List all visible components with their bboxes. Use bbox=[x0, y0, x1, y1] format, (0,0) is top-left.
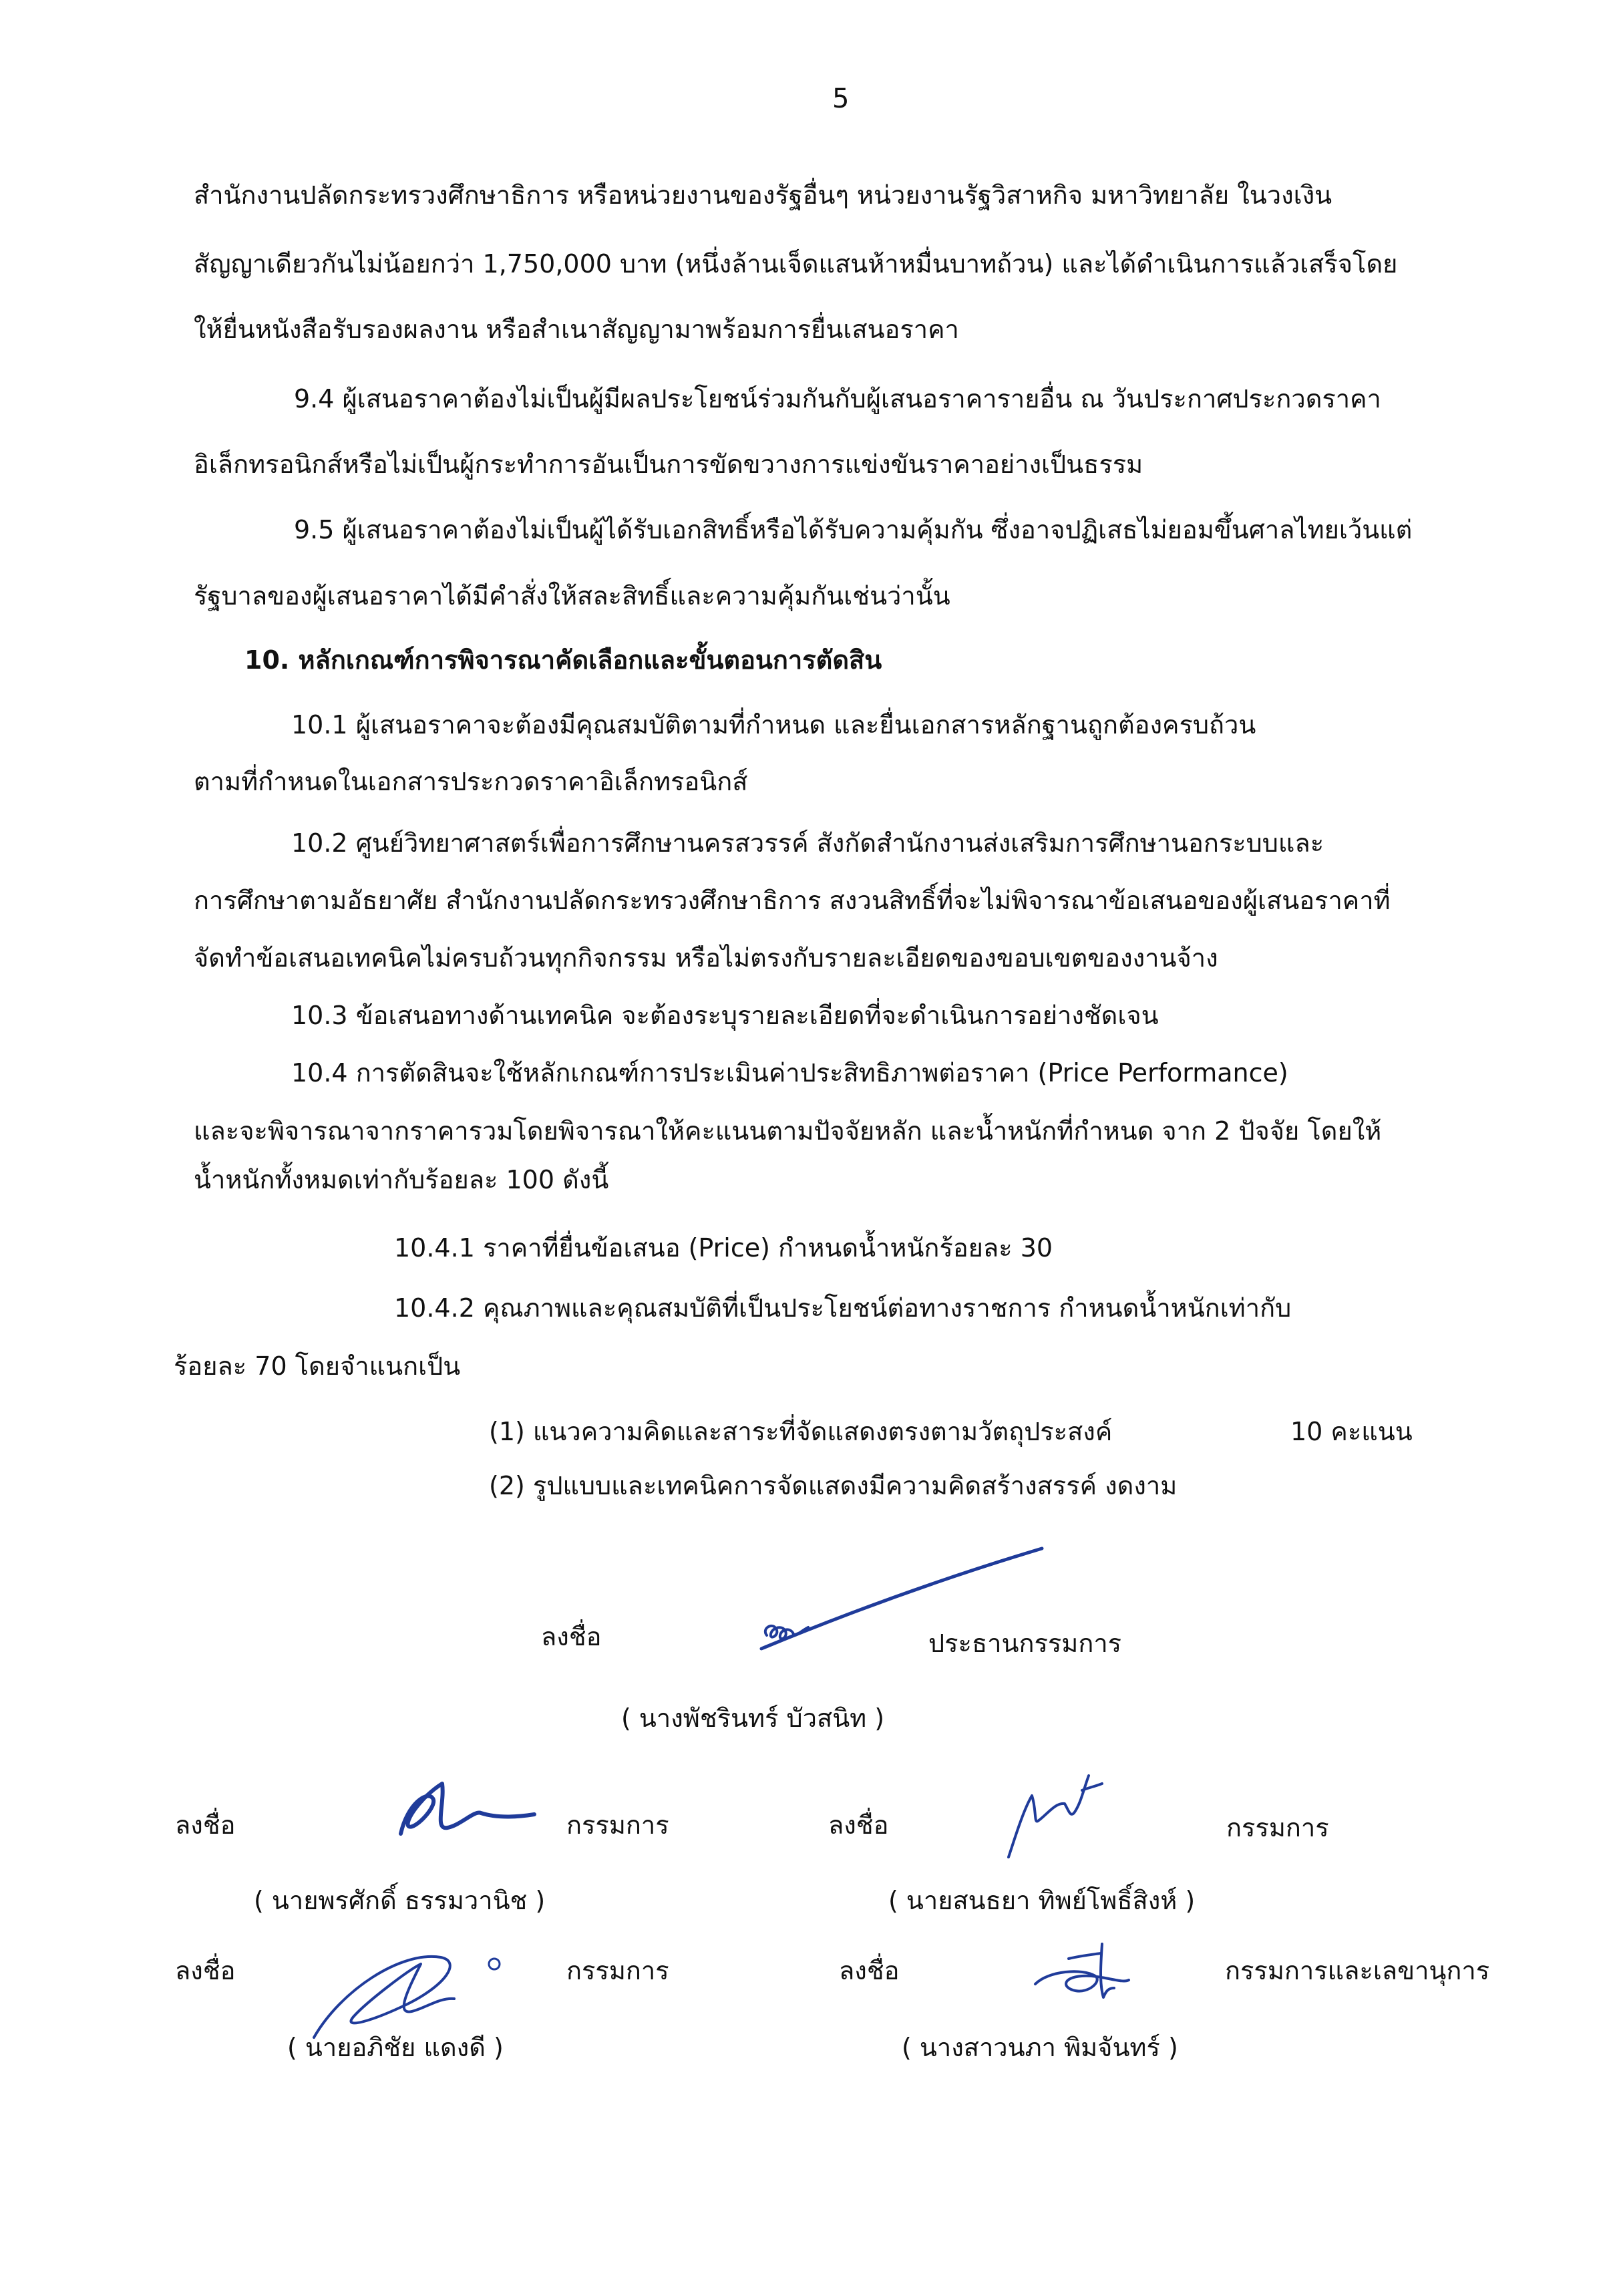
member1-role: กรรมการ bbox=[566, 1810, 669, 1840]
member1-name: ( นายพรศักดิ์ ธรรมวานิช ) bbox=[254, 1886, 546, 1915]
member3-name: ( นายอภิชัย แดงดี ) bbox=[287, 2033, 504, 2062]
member4-signature bbox=[1022, 1924, 1155, 2020]
para-line: และจะพิจารณาจากราคารวมโดยพิจารณาให้คะแนนตามปัจจัยหลัก และน้ำหนักที่กำหนด จาก 2 ปัจจัย โดยให้ bbox=[194, 1116, 1382, 1146]
para-line: รัฐบาลของผู้เสนอราคาได้มีคำสั่งให้สละสิทธิ์และความคุ้มกันเช่นว่านั้น bbox=[194, 581, 950, 611]
sign-label: ลงชื่อ bbox=[839, 1956, 900, 1985]
clause-9-4: 9.4 ผู้เสนอราคาต้องไม่เป็นผู้มีผลประโยชน์ร่วมกันกับผู้เสนอราคารายอื่น ณ วันประกาศประกวดราคา bbox=[294, 384, 1381, 414]
para-line: อิเล็กทรอนิกส์หรือไม่เป็นผู้กระทำการอันเป็นการขัดขวางการแข่งขันราคาอย่างเป็นธรรม bbox=[194, 450, 1143, 479]
sign-label: ลงชื่อ bbox=[175, 1956, 236, 1985]
member2-role: กรรมการ bbox=[1226, 1813, 1329, 1842]
clause-10-2: 10.2 ศูนย์วิทยาศาสตร์เพื่อการศึกษานครสวรรค์ สังกัดสำนักงานส่งเสริมการศึกษานอกระบบและ bbox=[291, 828, 1324, 858]
clause-9-5: 9.5 ผู้เสนอราคาต้องไม่เป็นผู้ได้รับเอกสิทธิ์หรือได้รับความคุ้มกัน ซึ่งอาจปฏิเสธไม่ยอมขึ้นศาลไทยเว้นแต่ bbox=[294, 515, 1413, 544]
para-line: สัญญาเดียวกันไม่น้อยกว่า 1,750,000 บาท (หนึ่งล้านเจ็ดแสนห้าหมื่นบาทถ้วน) และได้ดำเนินการแล้วเสร็จโดย bbox=[194, 249, 1398, 279]
member2-name: ( นายสนธยา ทิพย์โพธิ์สิงห์ ) bbox=[888, 1886, 1196, 1915]
chair-role: ประธานกรรมการ bbox=[928, 1629, 1122, 1658]
clause-10-1: 10.1 ผู้เสนอราคาจะต้องมีคุณสมบัติตามที่กำหนด และยื่นเอกสารหลักฐานถูกต้องครบถ้วน bbox=[291, 710, 1256, 740]
criteria-item-2: (2) รูปแบบและเทคนิคการจัดแสดงมีความคิดสร้างสรรค์ งดงาม bbox=[489, 1471, 1178, 1500]
sign-label: ลงชื่อ bbox=[541, 1622, 602, 1651]
para-line: ตามที่กำหนดในเอกสารประกวดราคาอิเล็กทรอนิกส์ bbox=[194, 767, 748, 796]
section-heading-10: 10. หลักเกณฑ์การพิจารณาคัดเลือกและขั้นตอนการตัดสิน bbox=[244, 645, 882, 675]
para-line: การศึกษาตามอัธยาศัย สำนักงานปลัดกระทรวงศึกษาธิการ สงวนสิทธิ์ที่จะไม่พิจารณาข้อเสนอของผู้เสนอราคาที่ bbox=[194, 886, 1391, 915]
sign-label: ลงชื่อ bbox=[828, 1810, 889, 1840]
criteria-item-1: (1) แนวความคิดและสาระที่จัดแสดงตรงตามวัตถุประสงค์ bbox=[489, 1417, 1113, 1446]
sign-label: ลงชื่อ bbox=[175, 1810, 236, 1840]
member3-role: กรรมการ bbox=[566, 1956, 669, 1985]
clause-10-4-1: 10.4.1 ราคาที่ยื่นข้อเสนอ (Price) กำหนดน้ำหนักร้อยละ 30 bbox=[394, 1233, 1053, 1263]
para-line: สำนักงานปลัดกระทรวงศึกษาธิการ หรือหน่วยงานของรัฐอื่นๆ หน่วยงานรัฐวิสาหกิจ มหาวิทยาลัย ในวงเงิน bbox=[194, 180, 1332, 210]
para-line: ร้อยละ 70 โดยจำแนกเป็น bbox=[174, 1351, 461, 1381]
para-line: ให้ยื่นหนังสือรับรองผลงาน หรือสำเนาสัญญามาพร้อมการยื่นเสนอราคา bbox=[194, 315, 959, 344]
chair-name: ( นางพัชรินทร์ บัวสนิท ) bbox=[621, 1703, 885, 1733]
member4-role: กรรมการและเลขานุการ bbox=[1225, 1956, 1490, 1985]
member4-name: ( นางสาวนภา พิมจันทร์ ) bbox=[902, 2033, 1178, 2062]
member1-signature bbox=[381, 1764, 541, 1860]
clause-10-3: 10.3 ข้อเสนอทางด้านเทคนิค จะต้องระบุรายละเอียดที่จะดำเนินการอย่างชัดเจน bbox=[291, 1001, 1159, 1030]
clause-10-4: 10.4 การตัดสินจะใช้หลักเกณฑ์การประเมินค่าประสิทธิภาพต่อราคา (Price Performance) bbox=[291, 1058, 1288, 1088]
para-line: จัดทำข้อเสนอเทคนิคไม่ครบถ้วนทุกกิจกรรม หรือไม่ตรงกับรายละเอียดของขอบเขตของงานจ้าง bbox=[194, 943, 1218, 973]
criteria-item-1-score: 10 คะแนน bbox=[1290, 1417, 1413, 1446]
clause-10-4-2: 10.4.2 คุณภาพและคุณสมบัติที่เป็นประโยชน์ต่อทางราชการ กำหนดน้ำหนักเท่ากับ bbox=[394, 1293, 1292, 1323]
member2-signature bbox=[995, 1764, 1129, 1866]
page-number: 5 bbox=[832, 84, 850, 114]
para-line: น้ำหนักทั้งหมดเท่ากับร้อยละ 100 ดังนี้ bbox=[194, 1165, 609, 1194]
